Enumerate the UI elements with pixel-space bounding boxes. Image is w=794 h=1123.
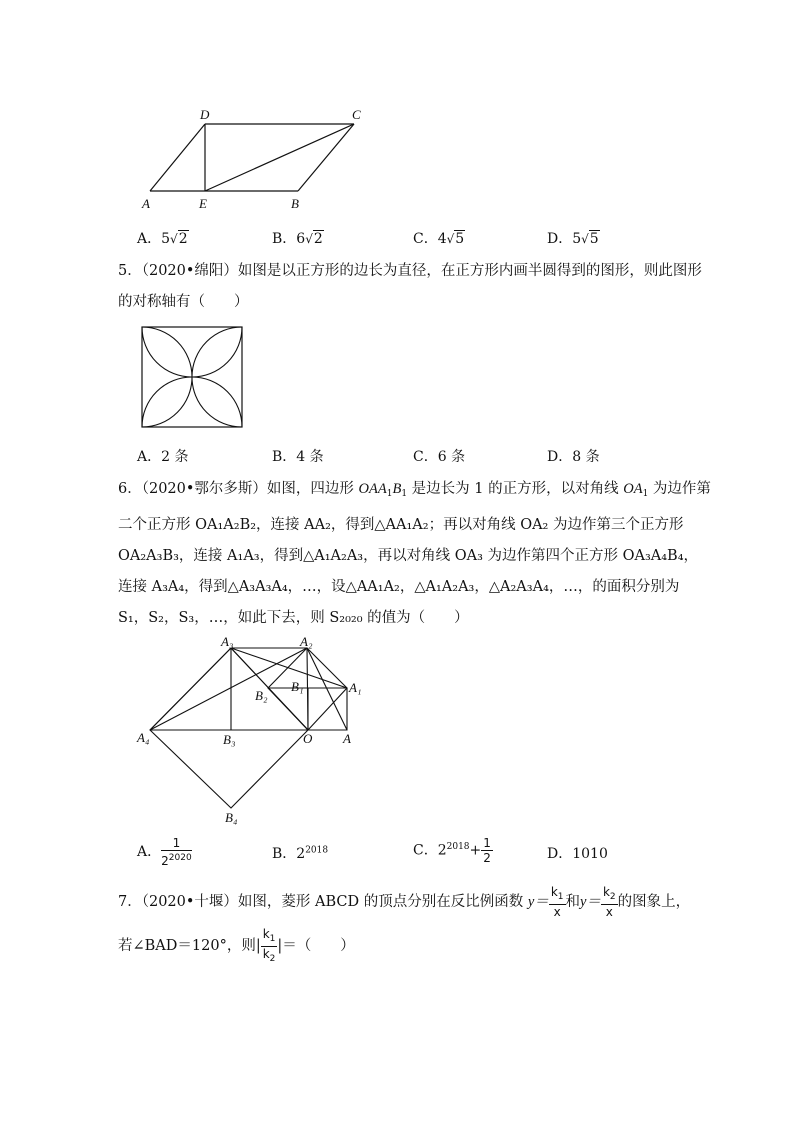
q6-squares-figure — [135, 630, 375, 830]
q6-label-O: O — [303, 731, 313, 746]
q6-line-5: S₁，S₂，S₃，…，如此下去，则 S₂₀₂₀ 的值为（ ） — [118, 610, 469, 626]
q6-option-a[interactable]: A． $\frac{1}{2^{2020}}$ — [137, 836, 192, 868]
q5-option-c[interactable]: C．6 条 — [413, 449, 466, 465]
q6-line-1: 6．（2020•鄂尔多斯）如图，四边形 $OAA_1B_1$ 是边长为 1 的正方形，以对角线 $OA_1$ 为边作第 — [118, 481, 711, 499]
q4-label-B: B — [291, 196, 299, 211]
q6-option-d[interactable]: D．1010 — [547, 846, 608, 862]
q4-options — [137, 228, 697, 252]
q4-label-C: C — [352, 107, 361, 122]
q6-option-c[interactable]: C．$2^{2018}+$ $\frac{1}{2}$ — [413, 836, 491, 865]
q6-label-B2: B₂ — [255, 688, 268, 703]
q4-option-d[interactable]: D．5√5 — [547, 231, 599, 247]
q6-label-B3: B₃ — [223, 732, 236, 747]
q5-line-1: 5．（2020•绵阳）如图是以正方形的边长为直径，在正方形内画半圆得到的图形，则此图形 — [118, 263, 702, 279]
q6-line-A3-A4 — [150, 648, 231, 730]
q5-option-a[interactable]: A．2 条 — [137, 449, 189, 465]
q4-parallelogram-figure — [130, 100, 380, 215]
q7-question — [118, 880, 691, 968]
q7-line-1: 7．（2020•十堰）如图，菱形 ABCD 的顶点分别在反比例函数 y＝ $\frac{k_1}{x}$ 和y＝ $\frac{k_2}{x}$ 的图象上， — [118, 885, 691, 919]
q5-square-semicircles-figure — [140, 325, 244, 429]
q6-line-2: 二个正方形 OA₁A₂B₂，连接 AA₂，得到△AA₁A₂；再以对角线 OA₂ 为边作第三个正方形 — [118, 517, 684, 533]
q4-line-EC — [205, 124, 354, 191]
q6-label-B1: B₁ — [291, 679, 304, 694]
q6-label-A2: A₂ — [300, 634, 313, 649]
q6-label-A4: A₄ — [137, 730, 150, 745]
q4-line-AD — [150, 124, 205, 191]
q5-option-b[interactable]: B．4 条 — [272, 449, 324, 465]
q4-option-c[interactable]: C．4√5 — [413, 231, 465, 247]
q6-label-A1: A₁ — [349, 680, 362, 695]
q6-options — [137, 836, 697, 870]
q6-line-4: 连接 A₃A₄，得到△A₃A₃A₄，…，设△AA₁A₂，△A₁A₂A₃，△A₂A₃A₄，…，的面积分别为 — [118, 579, 680, 595]
q6-label-A: A — [343, 731, 351, 746]
q4-option-a[interactable]: A．5√2 — [137, 231, 188, 247]
q4-label-A: A — [142, 196, 150, 211]
q6-label-A3: A₃ — [221, 634, 234, 649]
q6-line-A1-A3 — [231, 648, 347, 688]
q5-line-2: 的对称轴有（ ） — [118, 294, 249, 310]
q7-line-2: 若∠BAD＝120°，则| $\frac{k_1}{k_2}$ |＝（ ） — [118, 926, 355, 964]
q6-line-A-A2 — [307, 648, 347, 730]
q6-line-3: OA₂A₃B₃，连接 A₁A₃，得到△A₁A₂A₃，再以对角线 OA₃ 为边作第四个正方形 OA₃A₄B₄， — [118, 548, 699, 564]
q4-label-D: D — [200, 107, 210, 122]
q4-option-b[interactable]: B．6√2 — [272, 231, 323, 247]
q5-question — [118, 256, 702, 318]
q6-line-A4-A2 — [150, 648, 307, 730]
q6-question — [118, 474, 711, 634]
q6-label-B4: B₄ — [225, 810, 238, 825]
q6-option-b[interactable]: B．$2^{2018}$ — [272, 845, 329, 862]
q5-options — [137, 446, 697, 470]
q5-option-d[interactable]: D．8 条 — [547, 449, 600, 465]
q4-line-BC — [298, 124, 354, 191]
q4-label-E: E — [199, 196, 207, 211]
